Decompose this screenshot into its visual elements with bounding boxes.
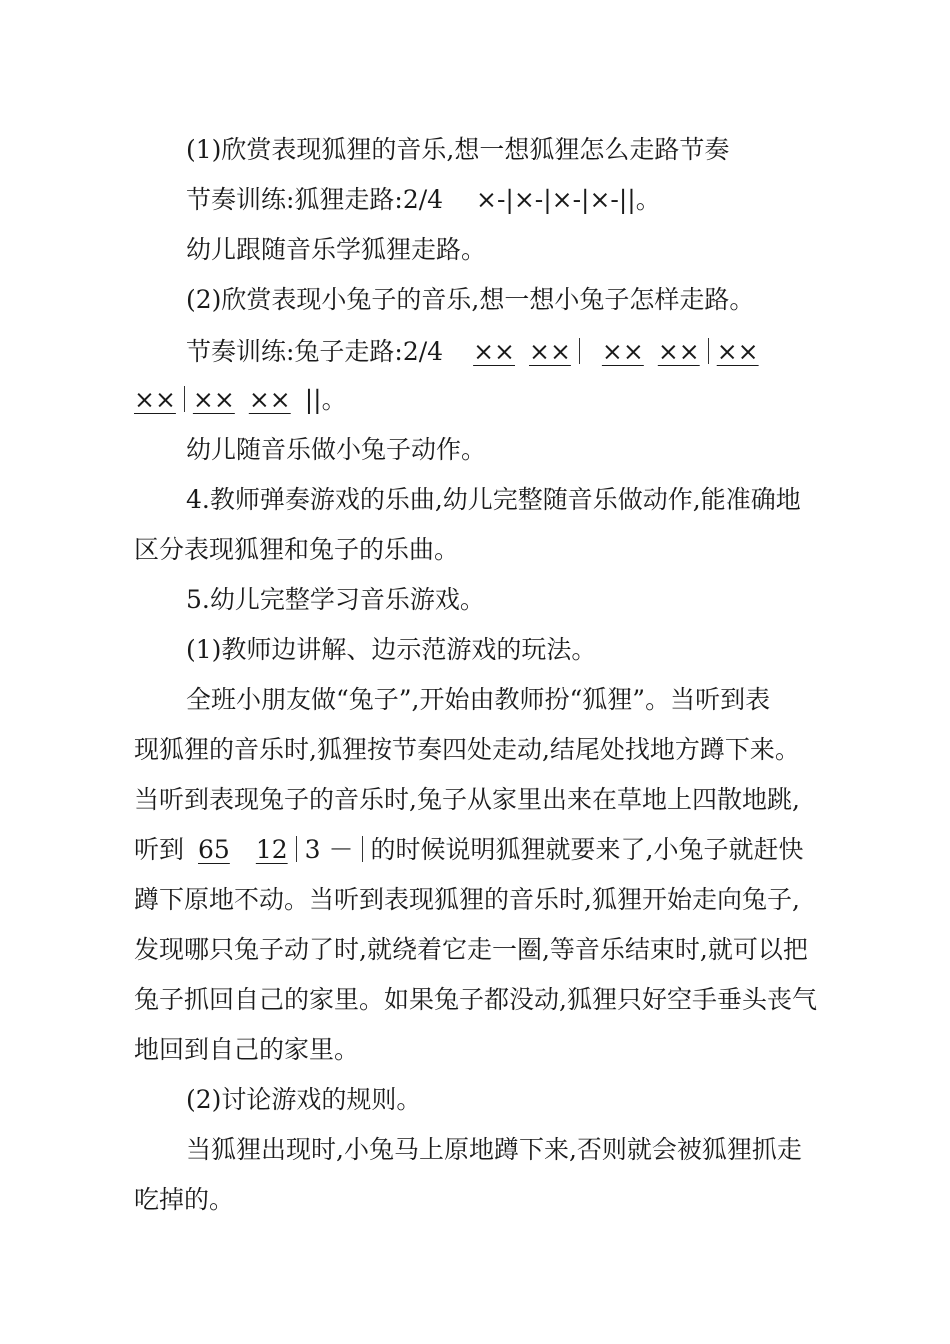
bar-line — [296, 836, 297, 862]
para-game-desc: 现狐狸的音乐时,狐狸按节奏四处走动,结尾处找地方蹲下来。 — [134, 735, 800, 764]
para-game-desc-notes — [134, 834, 803, 866]
bar-line — [708, 338, 709, 364]
notes-prefix: 听到 — [134, 835, 185, 864]
notes-suffix: 的时候说明狐狸就要来了,小兔子就赶快 — [370, 835, 804, 864]
para-step4: 4.教师弹奏游戏的乐曲,幼儿完整随音乐做动作,能准确地 — [186, 485, 801, 514]
para-rabbit-rhythm-cont — [134, 384, 347, 416]
para-rabbit-music: (2)欣赏表现小兔子的音乐,想一想小兔子怎样走路。 — [186, 285, 755, 314]
rabbit-rhythm-prefix: 节奏训练:兔子走路:2/4 — [186, 337, 444, 366]
para-fox-music: (1)欣赏表现狐狸的音乐,想一想狐狸怎么走路节奏 — [186, 135, 730, 164]
para-game-desc: 地回到自己的家里。 — [134, 1035, 360, 1064]
rhythm-note: ×× — [248, 385, 291, 414]
para-step4-cont: 区分表现狐狸和兔子的乐曲。 — [134, 535, 460, 564]
para-game-desc: 当听到表现兔子的音乐时,兔子从家里出来在草地上四散地跳, — [134, 785, 800, 814]
para-rules-cont: 吃掉的。 — [134, 1185, 235, 1214]
bar-line — [362, 836, 363, 862]
rhythm-note: ×× — [657, 337, 700, 366]
para-game-desc: 发现哪只兔子动了时,就绕着它走一圈,等音乐结束时,就可以把 — [134, 935, 808, 964]
bar-line — [579, 338, 580, 364]
para-rules: 当狐狸出现时,小兔马上原地蹲下来,否则就会被狐狸抓走 — [186, 1135, 802, 1164]
para-game-desc: 兔子抓回自己的家里。如果兔子都没动,狐狸只好空手垂头丧气 — [134, 985, 817, 1014]
rhythm-end: ||。 — [304, 385, 347, 414]
para-rules-heading: (2)讨论游戏的规则。 — [186, 1085, 422, 1114]
rhythm-note: ×× — [601, 337, 644, 366]
para-fox-walk: 幼儿跟随音乐学狐狸走路。 — [186, 235, 487, 264]
rhythm-note: ×× — [716, 337, 759, 366]
para-rabbit-rhythm — [186, 336, 759, 368]
melody-note: 12 — [255, 835, 288, 864]
para-game-desc: 蹲下原地不动。当听到表现狐狸的音乐时,狐狸开始走向兔子, — [134, 885, 800, 914]
para-step5: 5.幼儿完整学习音乐游戏。 — [186, 585, 485, 614]
para-rabbit-action: 幼儿随音乐做小兔子动作。 — [186, 435, 487, 464]
bar-line — [184, 386, 185, 412]
rhythm-note: ×× — [473, 337, 515, 366]
para-explain: (1)教师边讲解、边示范游戏的玩法。 — [186, 635, 597, 664]
para-fox-rhythm: 节奏训练:狐狸走路:2/4 ×-|×-|×-|×-||。 — [186, 185, 661, 214]
rhythm-note: ×× — [134, 385, 176, 414]
rhythm-note: ×× — [529, 337, 571, 366]
melody-note: 3 － — [304, 835, 354, 864]
melody-note: 65 — [198, 835, 230, 864]
para-game-desc: 全班小朋友做“兔子”,开始由教师扮“狐狸”。当听到表 — [186, 685, 771, 714]
rhythm-note: ×× — [192, 385, 235, 414]
